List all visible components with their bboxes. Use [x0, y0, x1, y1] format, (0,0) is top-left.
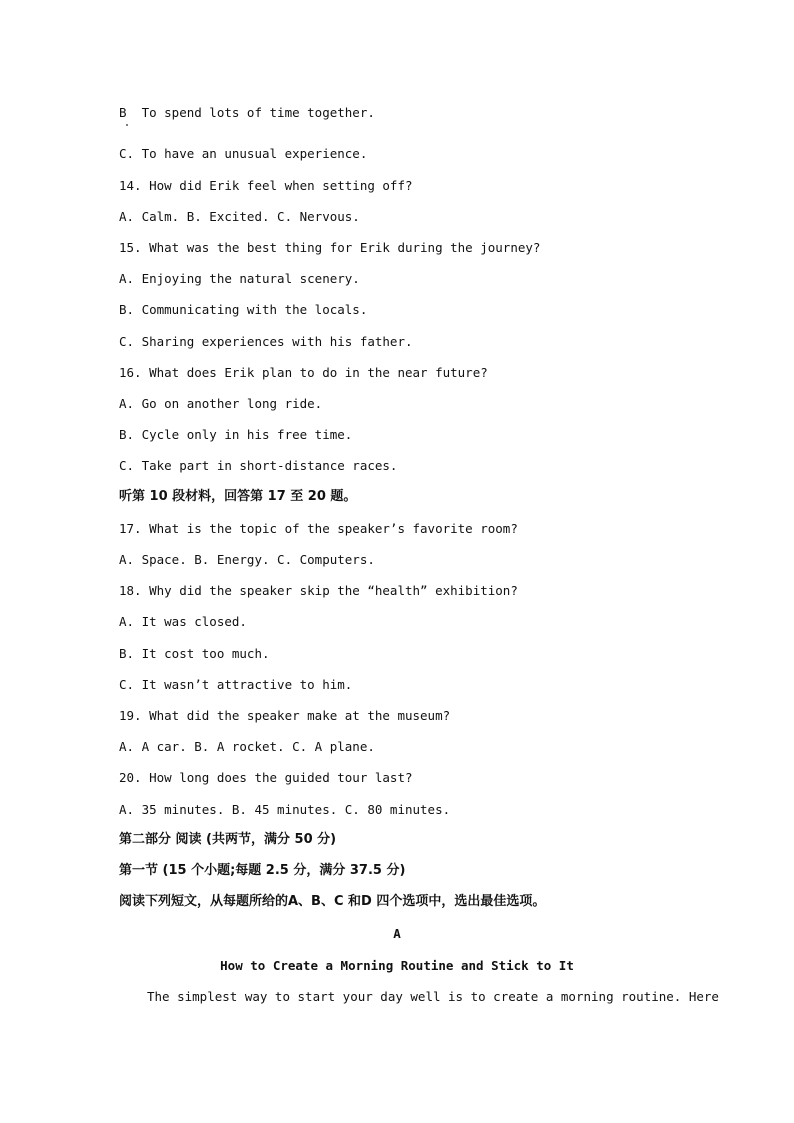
option-18b: B. It cost too much. — [119, 646, 270, 661]
question-14: 14. How did Erik feel when setting off? — [119, 178, 413, 193]
option-13b: B To spend lots of time together. — [119, 105, 375, 120]
section-instruction-17-20: 听第 10 段材料，回答第 17 至 20 题。 — [119, 489, 357, 504]
options-17: A. Space. B. Energy. C. Computers. — [119, 552, 375, 567]
option-16b: B. Cycle only in his free time. — [119, 427, 353, 442]
reading-instruction: 阅读下列短文，从每题所给的A、B、C 和D 四个选项中，选出最佳选项。 — [119, 894, 546, 909]
option-16c: C. Take part in short-distance races. — [119, 458, 398, 473]
stray-mark — [126, 124, 128, 126]
option-13c: C. To have an unusual experience. — [119, 146, 368, 161]
question-17: 17. What is the topic of the speaker’s favorite room? — [119, 521, 518, 536]
question-19: 19. What did the speaker make at the museum? — [119, 708, 451, 723]
options-19: A. A car. B. A rocket. C. A plane. — [119, 739, 375, 754]
question-18: 18. Why did the speaker skip the “health” exhibition? — [119, 583, 518, 598]
option-16a: A. Go on another long ride. — [119, 396, 323, 411]
question-15: 15. What was the best thing for Erik during the journey? — [119, 240, 541, 255]
passage-label: A — [393, 926, 401, 941]
options-14: A. Calm. B. Excited. C. Nervous. — [119, 209, 360, 224]
option-18c: C. It wasn’t attractive to him. — [119, 677, 353, 692]
passage-title: How to Create a Morning Routine and Stick to It — [220, 958, 574, 973]
section-one-heading: 第一节 (15 个小题;每题 2.5 分，满分 37.5 分) — [119, 863, 406, 878]
options-20: A. 35 minutes. B. 45 minutes. C. 80 minutes. — [119, 802, 451, 817]
option-18a: A. It was closed. — [119, 614, 247, 629]
question-20: 20. How long does the guided tour last? — [119, 770, 413, 785]
passage-first-line: The simplest way to start your day well is to create a morning routine. Here — [147, 989, 719, 1004]
question-16: 16. What does Erik plan to do in the near future? — [119, 365, 488, 380]
part-two-heading: 第二部分 阅读 (共两节，满分 50 分) — [119, 832, 337, 847]
option-15c: C. Sharing experiences with his father. — [119, 334, 413, 349]
option-15b: B. Communicating with the locals. — [119, 302, 368, 317]
option-15a: A. Enjoying the natural scenery. — [119, 271, 360, 286]
